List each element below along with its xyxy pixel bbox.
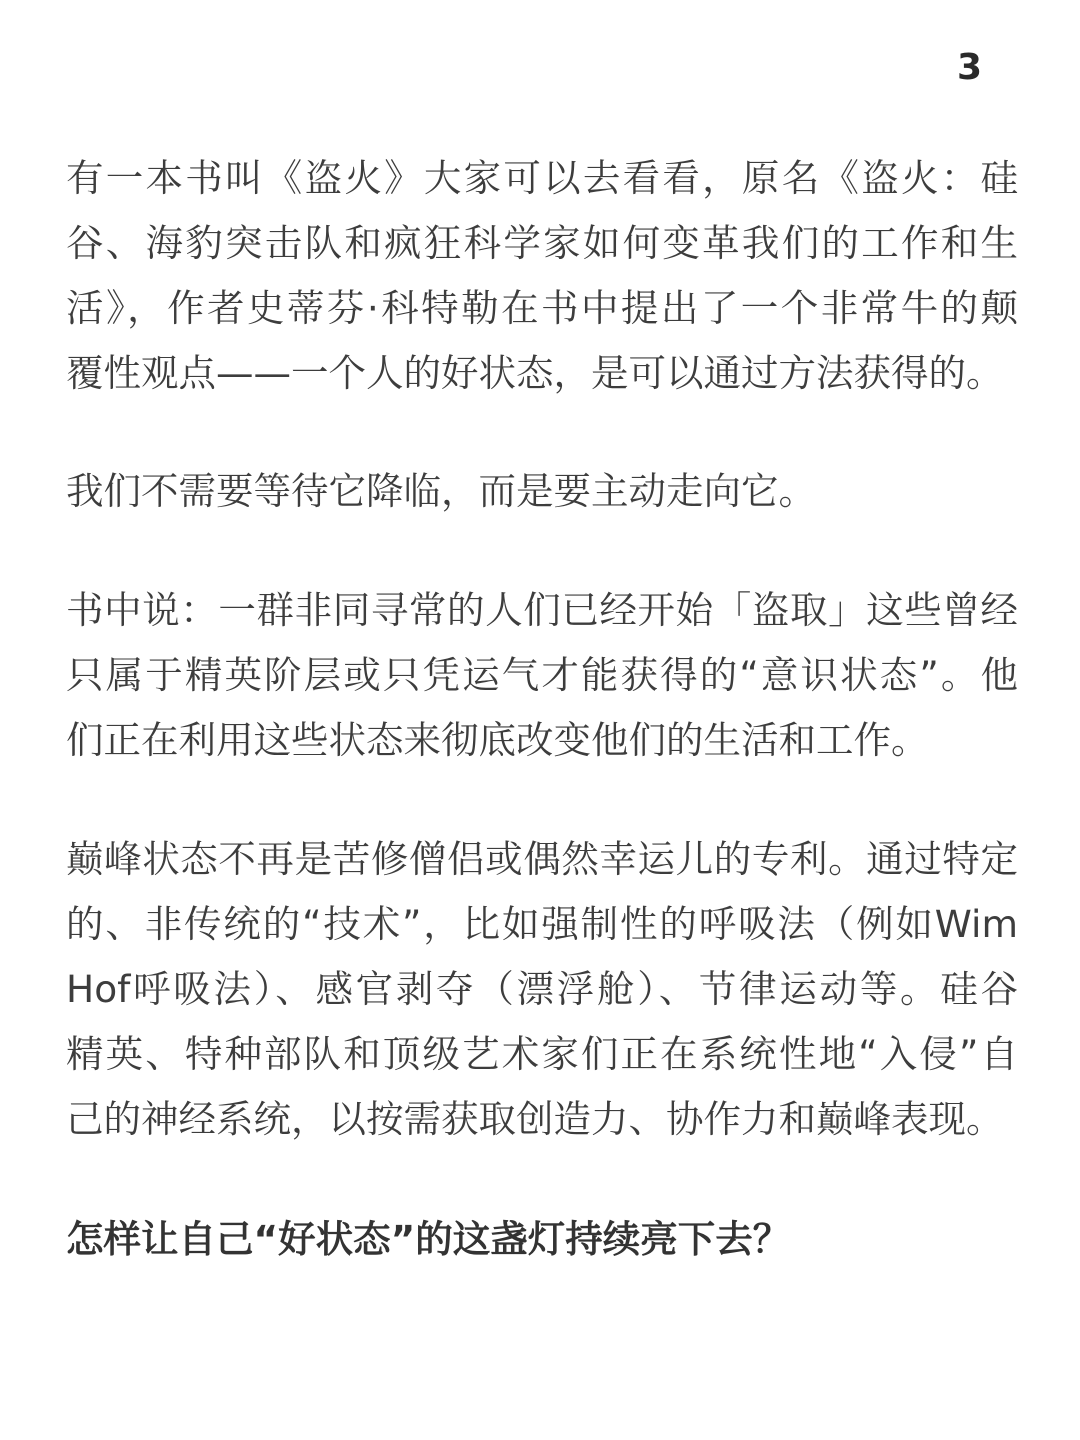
text-line: 有一本书叫《盗火》大家可以去看看，原名《盗火：硅 xyxy=(66,156,1018,200)
text-line: 只属于精英阶层或只凭运气才能获得的“意识状态”。他 xyxy=(66,653,1018,697)
text-line: 己的神经系统，以按需获取创造力、协作力和巅峰表现。 xyxy=(66,1097,1004,1141)
text-line: 的、非传统的“技术”，比如强制性的呼吸法（例如Wim xyxy=(66,902,1018,946)
text-line: 谷、海豹突击队和疯狂科学家如何变革我们的工作和生 xyxy=(66,221,1018,265)
article-body xyxy=(66,146,1018,1272)
text-line: 覆性观点——一个人的好状态，是可以通过方法获得的。 xyxy=(66,351,1004,395)
text-line: Hof呼吸法）、感官剥夺（漂浮舱）、节律运动等。硅谷 xyxy=(66,967,1018,1011)
text-line: 巅峰状态不再是苦修僧侣或偶然幸运儿的专利。通过特定 xyxy=(66,837,1018,881)
page-number: 3 xyxy=(956,47,982,88)
paragraph-peak-state xyxy=(66,827,1018,1152)
text-line: 精英、特种部队和顶级艺术家们正在系统性地“入侵”自 xyxy=(66,1032,1018,1076)
text-line: 们正在利用这些状态来彻底改变他们的生活和工作。 xyxy=(66,718,929,762)
text-line: 书中说：一群非同寻常的人们已经开始「盗取」这些曾经 xyxy=(66,588,1018,632)
paragraph-book-quote xyxy=(66,578,1018,773)
paragraph-book-intro xyxy=(66,146,1018,406)
section-heading: 怎样让自己“好状态”的这盏灯持续亮下去？ xyxy=(66,1217,791,1261)
paragraph-approach xyxy=(66,459,1018,524)
text-line: 活》，作者史蒂芬·科特勒在书中提出了一个非常牛的颠 xyxy=(66,286,1018,330)
text-line: 我们不需要等待它降临，而是要主动走向它。 xyxy=(66,469,816,513)
